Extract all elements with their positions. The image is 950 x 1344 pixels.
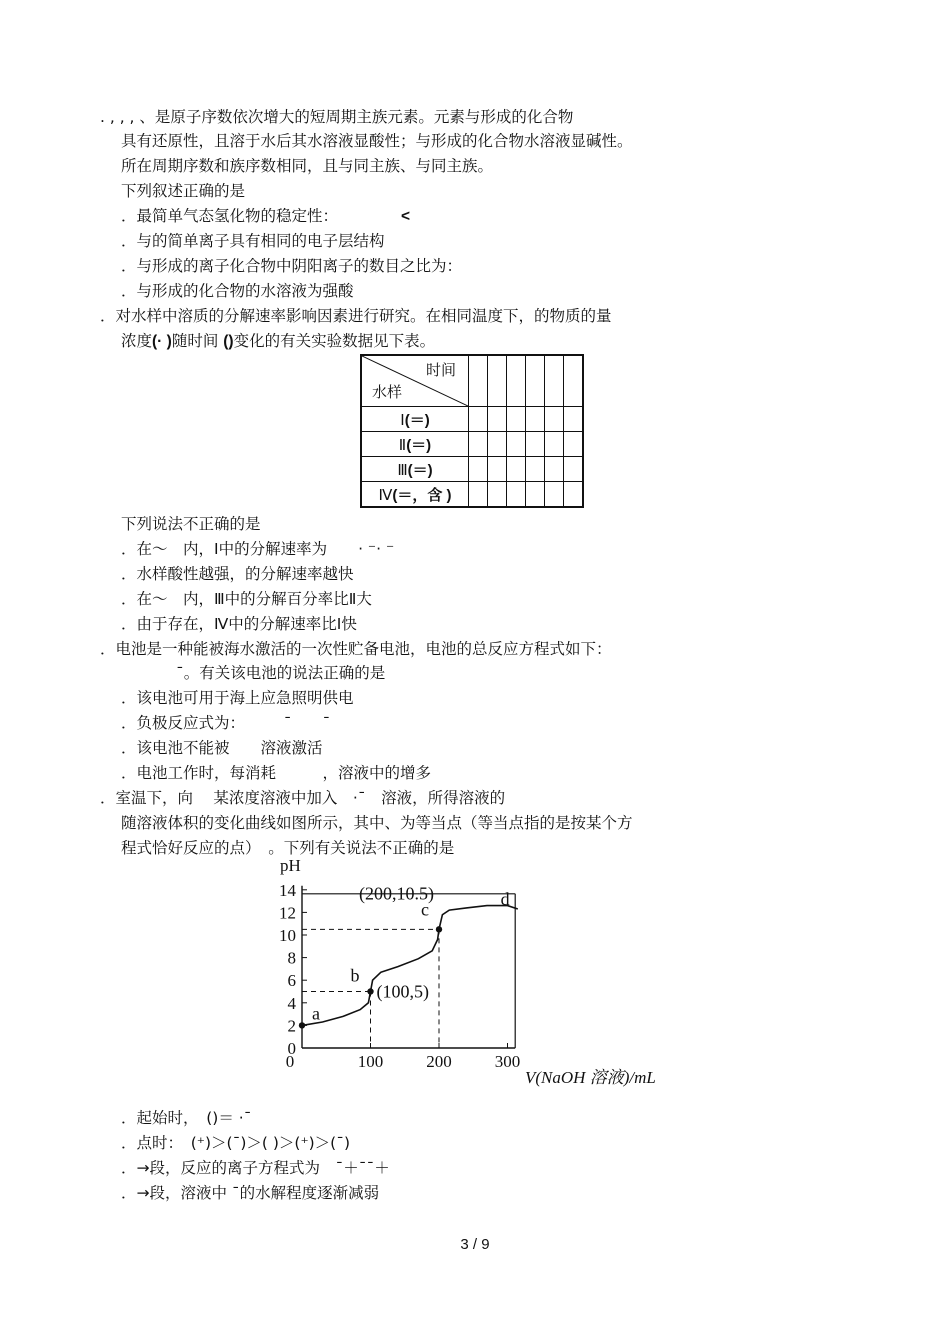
y-tick-label: 10 (279, 926, 296, 945)
table-cell (507, 432, 526, 457)
table-cell (488, 457, 507, 482)
point-label-b: b (350, 965, 360, 986)
q2-option-b: ．水样酸性越强，的分解速率越快 (121, 565, 354, 583)
table-cell (526, 355, 545, 407)
point-label-d: d (500, 888, 510, 909)
table-cell (545, 355, 564, 407)
row-numeral: Ⅰ (400, 410, 405, 429)
table-row (361, 457, 583, 482)
q3-stem-line2: ˉ。有关该电池的说法正确的是 (176, 664, 386, 682)
table-cell (545, 457, 564, 482)
table-cell (545, 482, 564, 508)
table-row (361, 482, 583, 508)
ph-titration-chart (270, 855, 700, 1100)
table-cell (507, 457, 526, 482)
q2-line2-a: 浓度 (121, 332, 153, 350)
row-condition: (＝) (406, 436, 432, 454)
y-axis-label: pH (280, 856, 301, 875)
q1-option-d: ．与形成的化合物的水溶液为强酸 (121, 282, 354, 300)
q1-option-c: ．与形成的离子化合物中阴阳离子的数目之比为： (121, 257, 463, 275)
row-condition: (＝) (407, 461, 433, 479)
point-b (367, 988, 373, 994)
row-numeral: Ⅲ (397, 460, 408, 479)
point-label-c: c (421, 899, 429, 920)
q1-stem-line2: 具有还原性，且溶于水后其水溶液显酸性；与形成的化合物水溶液显碱性。 (121, 132, 633, 150)
table-cell (564, 355, 584, 407)
table-cell (469, 482, 488, 508)
table-cell (564, 482, 584, 508)
q3-option-a: ．该电池可用于海上应急照明供电 (121, 689, 354, 707)
q2-stem-line2 (121, 331, 435, 352)
chart-axes (279, 881, 520, 1071)
q2-option-a: ．在～ 内，Ⅰ中的分解速率为 · ⁻· ⁻ (121, 540, 395, 558)
row-condition: (＝) (404, 411, 430, 429)
y-tick-label: 4 (287, 993, 296, 1013)
point-annotation-b: (100,5) (376, 981, 429, 1002)
table-cell (507, 355, 526, 407)
data-table (360, 354, 584, 508)
y-tick-label: 12 (279, 903, 296, 923)
header-time: 时间 (425, 361, 456, 379)
row-label (361, 482, 469, 508)
x-tick-label: 0 (285, 1052, 295, 1071)
table-cell (488, 482, 507, 508)
ph-curve (302, 906, 518, 1026)
q1-option-a: ．最简单气态氢化物的稳定性： (121, 207, 339, 225)
q2-prompt: 下列说法不正确的是 (121, 515, 261, 533)
q2-stem-line1: ．对水样中溶质的分解速率影响因素进行研究。在相同温度下，的物质的量 (100, 307, 612, 325)
y-tick-label: 8 (287, 948, 296, 968)
q2-time-unit: () (223, 333, 234, 350)
table-cell (564, 407, 584, 432)
q4-option-c: ．→段，反应的离子方程式为 ˉ＋ˉˉ＋ (121, 1159, 390, 1177)
table-cell (526, 482, 545, 508)
page-number: 3 / 9 (460, 1236, 490, 1253)
table-cell (507, 482, 526, 508)
q4-stem-line2: 随溶液体积的变化曲线如图所示，其中、为等当点（等当点指的是按某个方 (121, 814, 633, 832)
table-cell (488, 407, 507, 432)
x-tick-label: 200 (426, 1052, 452, 1071)
q3-option-d: ．电池工作时，每消耗 ，溶液中的增多 (121, 764, 432, 782)
x-axis-label: V(NaOH 溶液)/mL (525, 1068, 656, 1087)
q3-option-c: ．该电池不能被 溶液激活 (121, 739, 323, 757)
table-cell (564, 457, 584, 482)
point-a (299, 1022, 305, 1028)
q4-option-a: ．起始时， ()＝ ·ˉ (121, 1109, 252, 1127)
table-cell (526, 432, 545, 457)
q2-option-d: ．由于存在，Ⅳ中的分解速率比Ⅰ快 (121, 615, 357, 633)
q4-stem-line3: 程式恰好反应的点） 。下列有关说法不正确的是 (121, 839, 455, 857)
q4-stem-line1: ．室温下，向 某浓度溶液中加入 ·ˉ 溶液，所得溶液的 (100, 789, 506, 807)
row-numeral: Ⅱ (398, 435, 407, 454)
row-condition: (＝，含 ) (392, 486, 452, 504)
q3-stem-line1: ．电池是一种能被海水激活的一次性贮备电池，电池的总反应方程式如下： (100, 640, 612, 658)
q2-unit: (· ) (152, 333, 172, 350)
q1-stem-line3: 所在周期序数和族序数相同，且与同主族、与同主族。 (121, 157, 494, 175)
q1-prompt: 下列叙述正确的是 (121, 182, 246, 200)
table-cell (469, 432, 488, 457)
table-cell (469, 407, 488, 432)
row-label (361, 457, 469, 482)
table-cell (507, 407, 526, 432)
chart-marks (299, 883, 510, 1028)
table-cell (469, 355, 488, 407)
table-cell (526, 457, 545, 482)
row-label (361, 407, 469, 432)
x-tick-label: 300 (494, 1052, 521, 1071)
row-label (361, 432, 469, 457)
x-tick-label: 100 (357, 1052, 384, 1071)
table-cell (564, 432, 584, 457)
table-header-cell (361, 355, 469, 407)
table-cell (488, 432, 507, 457)
q3-option-b: ．负极反应式为： ˉ ˉ (121, 714, 331, 732)
q1-option-a-symbol: < (401, 208, 411, 225)
table-row (361, 432, 583, 457)
y-tick-label: 0 (287, 1039, 296, 1058)
q1-option-b: ．与的简单离子具有相同的电子层结构 (121, 232, 385, 250)
q2-line2-c: 随时间 (171, 332, 219, 350)
table-cell (526, 407, 545, 432)
point-c (436, 926, 442, 932)
table-cell (545, 407, 564, 432)
table-cell (488, 355, 507, 407)
q2-line2-e: 变化的有关实验数据见下表。 (233, 332, 436, 350)
y-tick-label: 14 (279, 880, 296, 900)
y-tick-label: 2 (287, 1016, 296, 1036)
point-label-a: a (312, 1003, 320, 1024)
q4-option-b: ．点时： (⁺)＞(ˉ)＞( )＞(⁺)＞(ˉ) (121, 1134, 351, 1152)
table-cell (469, 457, 488, 482)
y-tick-label: 6 (287, 971, 296, 991)
header-sample: 水样 (372, 383, 403, 401)
row-numeral: Ⅳ (378, 485, 393, 504)
q1-stem-line1: . , , , 、是原子序数依次增大的短周期主族元素。元素与形成的化合物 (100, 108, 574, 126)
q2-option-c: ．在～ 内，Ⅲ中的分解百分率比Ⅱ大 (121, 590, 372, 608)
table-cell (545, 432, 564, 457)
q4-option-d: ．→段，溶液中 ˉ的水解程度逐渐减弱 (121, 1184, 380, 1202)
table-row (361, 407, 583, 432)
point-annotation-c: (200,10.5) (359, 883, 434, 904)
